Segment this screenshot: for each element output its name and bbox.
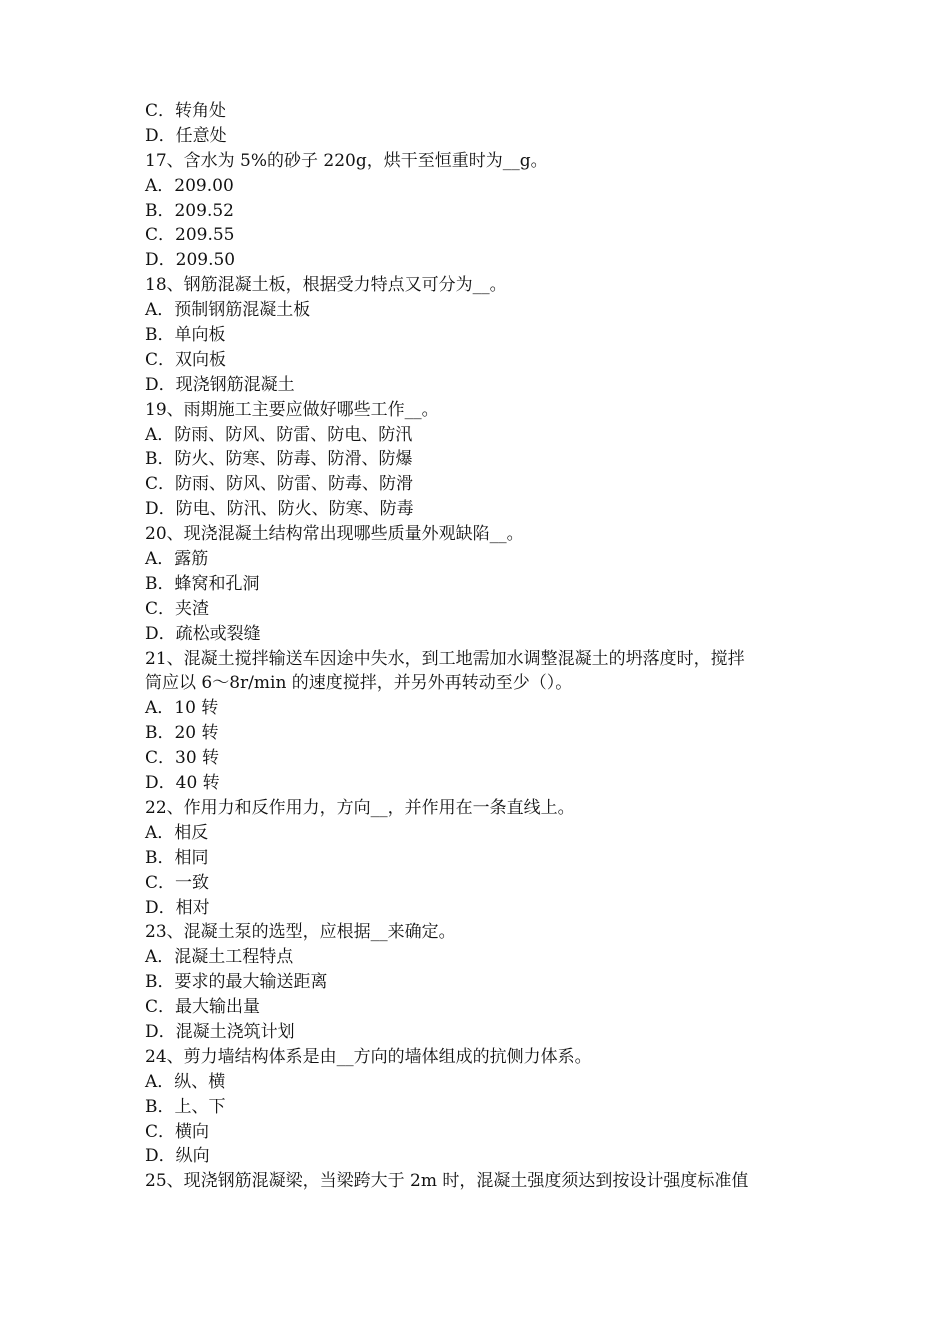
option-text: C．209.55 bbox=[145, 225, 235, 246]
option-text: A．露筋 bbox=[145, 549, 209, 570]
option-text: A．相反 bbox=[145, 822, 209, 843]
option-text: A．预制钢筋混凝土板 bbox=[145, 300, 311, 321]
option-text: A．209.00 bbox=[145, 175, 234, 196]
question-text-continued: 筒应以 6～8r/min 的速度搅拌，并另外再转动至少（）。 bbox=[145, 673, 573, 694]
option-text: D．防电、防汛、防火、防寒、防毒 bbox=[145, 499, 414, 520]
option-text: B．单向板 bbox=[145, 325, 226, 346]
option-text: B．蜂窝和孔洞 bbox=[145, 573, 260, 594]
option-text: D．相对 bbox=[145, 897, 210, 918]
option-text: B．要求的最大输送距离 bbox=[145, 972, 328, 993]
option-text: C．夹渣 bbox=[145, 598, 210, 619]
option-text: B．上、下 bbox=[145, 1096, 226, 1117]
option-text: B．20 转 bbox=[145, 723, 219, 744]
option-text: D．现浇钢筋混凝土 bbox=[145, 374, 295, 395]
option-text: B．209.52 bbox=[145, 200, 234, 221]
question-text: 21、混凝土搅拌输送车因途中失水，到工地需加水调整混凝土的坍落度时，搅拌 bbox=[145, 648, 745, 669]
question-text: 18、钢筋混凝土板，根据受力特点又可分为__。 bbox=[145, 275, 507, 296]
option-text: A．混凝土工程特点 bbox=[145, 947, 294, 968]
option-text: A．防雨、防风、防雷、防电、防汛 bbox=[145, 424, 413, 445]
option-text: D．混凝土浇筑计划 bbox=[145, 1021, 295, 1042]
question-text: 20、现浇混凝土结构常出现哪些质量外观缺陷__。 bbox=[145, 524, 524, 545]
option-text: C．转角处 bbox=[145, 101, 227, 121]
option-text: A．10 转 bbox=[145, 698, 219, 719]
question-text: 23、混凝土泵的选型，应根据__来确定。 bbox=[145, 922, 456, 943]
option-text: C．30 转 bbox=[145, 748, 220, 769]
option-text: C．横向 bbox=[145, 1121, 210, 1142]
option-text: A．纵、横 bbox=[145, 1071, 226, 1092]
option-text: D．疏松或裂缝 bbox=[145, 623, 261, 644]
question-text: 17、含水为 5%的砂子 220g，烘干至恒重时为__g。 bbox=[145, 150, 548, 171]
option-text: C．一致 bbox=[145, 872, 210, 893]
question-text: 19、雨期施工主要应做好哪些工作__。 bbox=[145, 399, 439, 420]
option-text: B．相同 bbox=[145, 847, 209, 868]
option-text: D．纵向 bbox=[145, 1146, 210, 1167]
option-text: C．最大输出量 bbox=[145, 997, 261, 1018]
option-text: D．209.50 bbox=[145, 250, 236, 271]
document-page bbox=[145, 99, 815, 1194]
question-text: 25、现浇钢筋混凝梁，当梁跨大于 2m 时，混凝土强度须达到按设计强度标准值 bbox=[145, 1171, 749, 1192]
question-text: 24、剪力墙结构体系是由__方向的墙体组成的抗侧力体系。 bbox=[145, 1046, 592, 1067]
option-text: C．双向板 bbox=[145, 349, 227, 370]
option-text: C．防雨、防风、防雷、防毒、防滑 bbox=[145, 474, 414, 495]
option-text: B．防火、防寒、防毒、防滑、防爆 bbox=[145, 449, 413, 470]
option-text: D．40 转 bbox=[145, 773, 220, 794]
question-text: 22、作用力和反作用力，方向__，并作用在一条直线上。 bbox=[145, 797, 575, 818]
option-text: D．任意处 bbox=[145, 125, 227, 146]
